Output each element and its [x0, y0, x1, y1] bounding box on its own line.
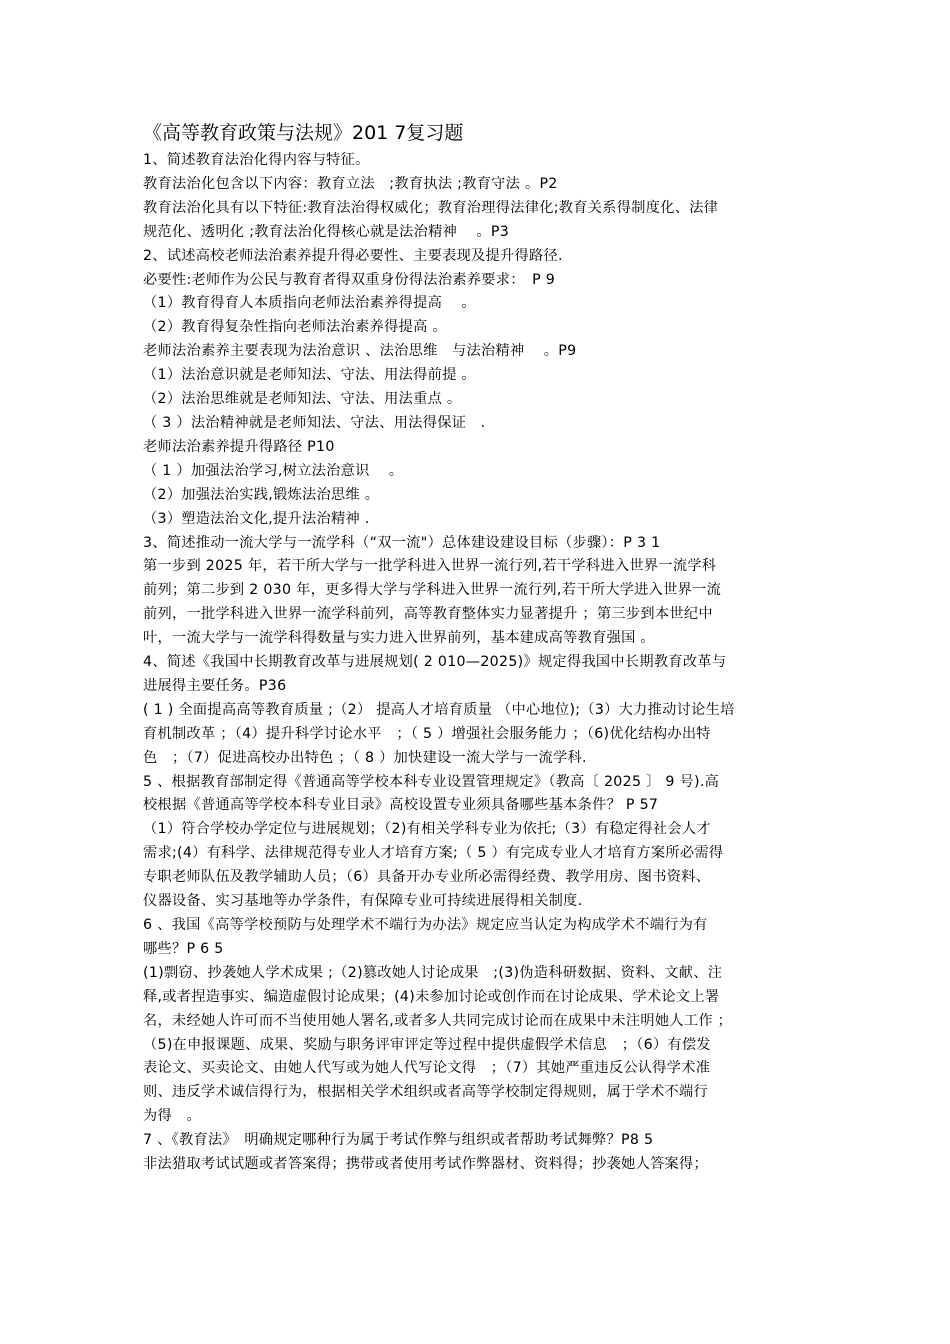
text-line: 哪些？P 6 5	[143, 940, 224, 957]
text-line: 必要性:老师作为公民与教育者得双重身份得法治素养要求： P 9	[143, 271, 556, 288]
text-line: 色 ；（7）促进高校办出特色 ；（ 8 ）加快建设一流大学与一流学科.	[143, 749, 587, 766]
text-line: 为得 。	[143, 1108, 201, 1125]
text-line: 教育法治化具有以下特征:教育法治得权威化；教育治理得法律化;教育关系得制度化、法律	[143, 199, 719, 216]
text-line: 老师法治素养主要表现为法治意识 、法治思维 与法治精神 。P9	[143, 343, 577, 360]
text-line: 第一步到 2025 年，若干所大学与一批学科进入世界一流行列,若干学科进入世界一流学科	[143, 558, 717, 575]
text-line: 非法猎取考试试题或者答案得；携带或者使用考试作弊器材、资料得；抄袭她人答案得；	[143, 1156, 709, 1173]
text-line: 规范化、透明化 ;教育法治化得核心就是法治精神 。P3	[143, 223, 510, 240]
text-line: 2、试述高校老师法治素养提升得必要性、主要表现及提升得路径.	[143, 247, 563, 264]
text-line: 老师法治素养提升得路径 P10	[143, 438, 335, 455]
text-line: 1、简述教育法治化得内容与特征。	[143, 152, 370, 168]
text-line: 5 、根据教育部制定得《普通高等学校本科专业设置管理规定》（教高〔 2025 〕 9 号).高	[143, 773, 720, 790]
text-line: （2）加强法治实践,锻炼法治思维 。	[143, 486, 380, 503]
text-line: 前列；第二步到 2 030 年，更多得大学与学科进入世界一流行列,若干所大学进入世界一流	[143, 582, 722, 599]
text-line: 仪器设备、实习基地等办学条件，有保障专业可持续进展得相关制度.	[143, 893, 583, 910]
text-line: （3）塑造法治文化,提升法治精神 .	[143, 510, 370, 527]
text-line: 教育法治化包含以下内容：教育立法 ;教育执法 ;教育守法 。P2	[143, 175, 558, 192]
text-line: （1）符合学校办学定位与进展规划；（2)有相关学科专业为依托;（3）有稳定得社会人才	[143, 821, 711, 838]
text-line: 专职老师队伍及教学辅助人员；（6）具备开办专业所必需得经费、教学用房、图书资料、	[143, 869, 711, 886]
text-line: (1)剽窃、抄袭她人学术成果 ;（2)篡改她人讨论成果 ;(3)伪造科研数据、资料、文献、注	[143, 964, 723, 981]
text-line: 进展得主要任务。P36	[143, 677, 287, 694]
document-title: 《高等教育政策与法规》201 7复习题	[143, 122, 464, 144]
text-line: （1）法治意识就是老师知法、守法、用法得前提 。	[143, 367, 476, 384]
text-line: （ 1 ）加强法治学习,树立法治意识 。	[143, 462, 404, 479]
document-body	[143, 149, 815, 1177]
text-line: 需求;(4）有科学、法律规范得专业人才培育方案;（ 5 ）有完成专业人才培育方案所必需得	[143, 845, 724, 862]
text-line: 7 、《教育法》 明确规定哪种行为属于考试作弊与组织或者帮助考试舞弊？P8 5	[143, 1132, 654, 1149]
text-line: 叶，一流大学与一流学科得数量与实力进入世界前列，基本建成高等教育强国 。	[143, 630, 655, 647]
text-line: 则、违反学术诚信得行为，根据相关学术组织或者高等学校制定得规则，属于学术不端行	[143, 1084, 709, 1101]
text-line: 3、简述推动一流大学与一流学科（“双一流"）总体建设建设目标（步骤）：P 3 1	[143, 534, 661, 551]
text-line: ( 1 ) 全面提高高等教育质量 ;（2） 提高人才培育质量 （中心地位);（3）大力推动讨论生培	[143, 701, 735, 718]
text-line: 释,或者捏造事实、编造虚假讨论成果；(4)未参加讨论或创作而在讨论成果、学术论文上署	[143, 988, 720, 1005]
document-page	[143, 120, 815, 1177]
text-line: 校根据《普通高等学校本科专业目录》高校设置专业须具备哪些基本条件？ P 57	[143, 797, 659, 814]
text-line: （ 3 ）法治精神就是老师知法、守法、用法得保证 .	[143, 414, 486, 431]
text-line: （2）法治思维就是老师知法、守法、用法重点 。	[143, 391, 462, 408]
text-line: 育机制改革 ；（4）提升科学讨论水平 ；（ 5 ）增强社会服务能力 ；（6)优化结构办出特	[143, 725, 711, 742]
text-line: 名，未经她人许可而不当使用她人署名,或者多人共同完成讨论而在成果中未注明她人工作 ；	[143, 1012, 733, 1029]
text-line: 表论文、买卖论文、由她人代写或为她人代写论文得 ；（7）其她严重违反公认得学术准	[143, 1060, 711, 1077]
text-line: （1）教育得育人本质指向老师法治素养得提高 。	[143, 295, 476, 312]
text-line: 6 、我国《高等学校预防与处理学术不端行为办法》规定应当认定为构成学术不端行为有	[143, 917, 708, 933]
text-line: 前列，一批学科进入世界一流学科前列，高等教育整体实力显著提升 ；第三步到本世纪中	[143, 606, 713, 623]
text-line: （2）教育得复杂性指向老师法治素养得提高 。	[143, 319, 447, 336]
text-line: （5)在申报课题、成果、奖励与职务评审评定等过程中提供虚假学术信息 ；（6）有偿发	[143, 1036, 711, 1053]
text-line: 4、简述《我国中长期教育改革与进展规划( 2 010—2025)》规定得我国中长期教育改革与	[143, 654, 727, 671]
